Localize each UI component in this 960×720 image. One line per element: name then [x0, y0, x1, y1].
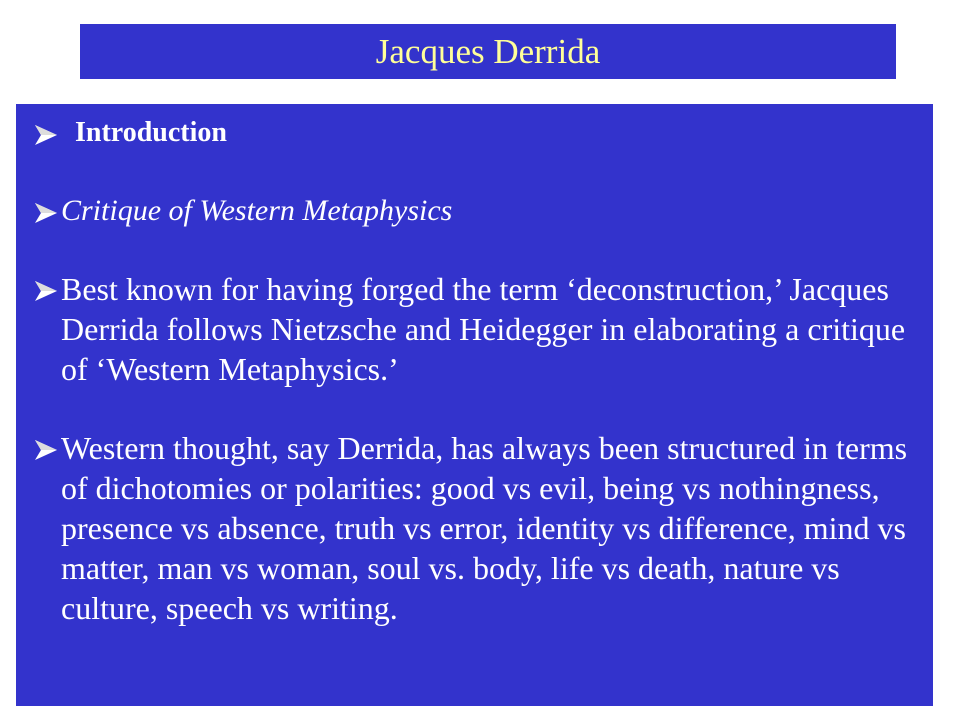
content-panel	[16, 104, 933, 706]
bullet-item	[16, 191, 933, 231]
title-bar	[80, 24, 896, 79]
bullet-item	[16, 428, 933, 628]
bullet-text-deconstruction: Best known for having forged the term ‘deconstruction,’ Jacques Derrida follows Nietzsche and Heidegger in elaborating a critique of ‘Western Metaphysics.’	[61, 271, 906, 387]
bullet-item	[16, 113, 933, 153]
arrowhead-bullet-icon	[35, 113, 57, 153]
slide-title: Jacques Derrida	[375, 32, 601, 71]
bullet-text-critique: Critique of Western Metaphysics	[61, 194, 453, 227]
arrowhead-bullet-icon	[35, 269, 57, 309]
arrowhead-bullet-icon	[35, 428, 57, 468]
bullet-item	[16, 269, 933, 389]
arrowhead-bullet-icon	[35, 191, 57, 231]
bullet-text-introduction: Introduction	[75, 117, 227, 148]
bullet-text-dichotomies: Western thought, say Derrida, has always been structured in terms of dichotomies or polarities: good vs evil, being vs nothingness, presence vs absence, truth vs error, identity vs difference, mind vs matter, man vs woman, soul vs. body, life vs death, nature vs culture, speech vs writing.	[61, 430, 908, 626]
